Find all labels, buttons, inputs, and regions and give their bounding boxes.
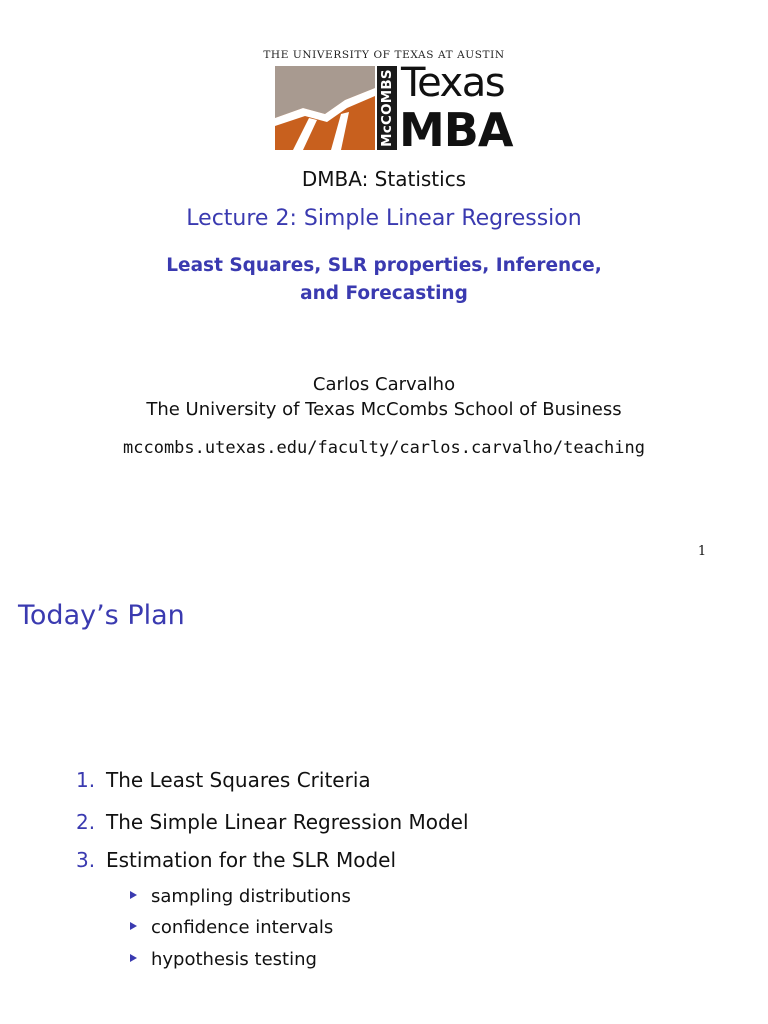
slide-title: Today’s Plan xyxy=(18,600,185,631)
subtitle-line-1: Least Squares, SLR properties, Inference, xyxy=(166,255,602,276)
sub-list-item xyxy=(130,886,351,907)
logo-mccombs-text: McCOMBS xyxy=(379,69,396,147)
sub-list-item xyxy=(130,917,333,938)
list-number: 2. xyxy=(76,810,96,834)
logo-texas-text: Texas xyxy=(401,60,505,106)
sub-list-item xyxy=(130,949,317,970)
lecture-subtitle xyxy=(0,252,768,308)
list-item xyxy=(76,848,396,872)
subtitle-line-2: and Forecasting xyxy=(300,283,468,304)
sub-item-text: hypothesis testing xyxy=(151,949,317,970)
bullet-triangle-icon xyxy=(130,954,137,962)
list-item xyxy=(76,768,371,792)
lecture-title: Lecture 2: Simple Linear Regression xyxy=(186,206,582,231)
list-number: 1. xyxy=(76,768,96,792)
bullet-triangle-icon xyxy=(130,891,137,899)
course-title: DMBA: Statistics xyxy=(301,167,467,191)
sub-item-text: confidence intervals xyxy=(151,917,334,938)
logo-mba-text: MBA xyxy=(399,103,513,157)
bullet-triangle-icon xyxy=(130,922,137,930)
university-line: THE UNIVERSITY OF TEXAS AT AUSTIN xyxy=(263,49,505,61)
list-item-text: The Least Squares Criteria xyxy=(106,768,371,792)
sub-item-text: sampling distributions xyxy=(151,886,351,907)
list-item-text: The Simple Linear Regression Model xyxy=(106,810,469,834)
list-number: 3. xyxy=(76,848,96,872)
plan-slide xyxy=(0,576,768,1024)
list-item-text: Estimation for the SLR Model xyxy=(106,848,397,872)
mccombs-texas-mba-logo xyxy=(275,60,513,157)
logo-graphic xyxy=(275,66,375,150)
logo-mccombs-band xyxy=(377,66,397,150)
author-affiliation: The University of Texas McCombs School of Business xyxy=(146,399,622,420)
list-item xyxy=(76,810,469,834)
page-number: 1 xyxy=(697,544,707,559)
author-name: Carlos Carvalho xyxy=(312,374,456,395)
course-url[interactable]: mccombs.utexas.edu/faculty/carlos.carvalho/teaching xyxy=(123,438,645,458)
